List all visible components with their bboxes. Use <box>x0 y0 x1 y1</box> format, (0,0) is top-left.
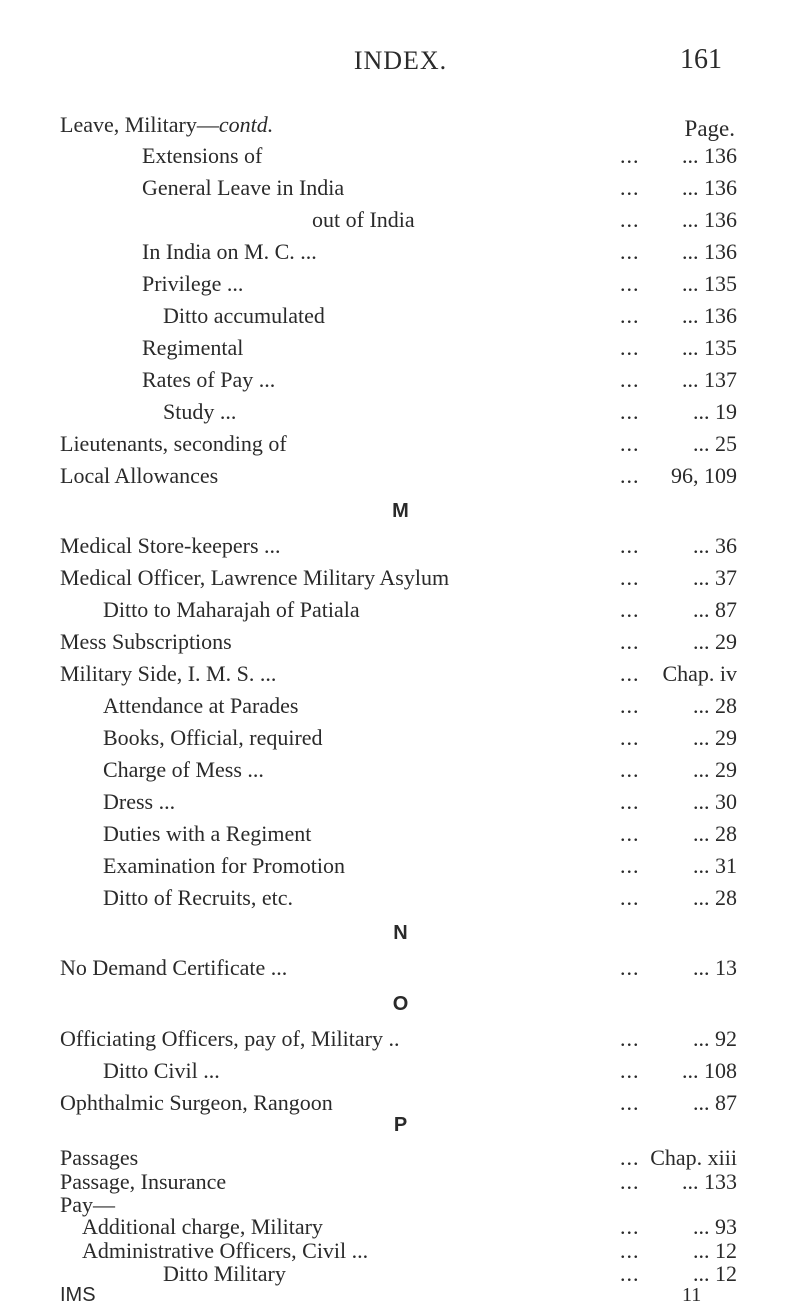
index-entry <box>0 1056 801 1086</box>
entry-label: Ditto of Recruits, etc. <box>103 885 294 910</box>
entry-label: Mess Subscriptions <box>60 629 232 654</box>
index-entry <box>0 953 801 983</box>
entry-label: Examination for Promotion <box>103 853 345 878</box>
section-heading-main: Leave, Military— <box>60 112 219 137</box>
index-entry <box>0 365 801 395</box>
entry-label: Passages <box>60 1145 139 1170</box>
entry-page: ... 19 <box>693 399 737 424</box>
entry-page: ... 12 <box>693 1261 737 1286</box>
index-entry <box>0 819 801 849</box>
leader-dots: ... <box>620 143 640 168</box>
leader-dots: ... <box>620 367 640 392</box>
entry-page: ... 136 <box>682 143 737 168</box>
leader-dots: ... <box>620 1026 640 1051</box>
entry-page: ... 137 <box>682 367 737 392</box>
index-entry <box>0 429 801 459</box>
index-entry <box>0 237 801 267</box>
index-entry <box>0 691 801 721</box>
entry-page: ... 12 <box>693 1238 737 1263</box>
leader-dots: ... <box>620 629 640 654</box>
entry-page: ... 36 <box>693 533 737 558</box>
index-entry <box>0 173 801 203</box>
entry-label: Military Side, I. M. S. ... <box>60 661 277 686</box>
entry-page: ... 30 <box>693 789 737 814</box>
entry-label: Privilege ... <box>142 271 244 296</box>
entry-label: Duties with a Regiment <box>103 821 312 846</box>
entry-page: ... 92 <box>693 1026 737 1051</box>
entry-label: Study ... <box>163 399 237 424</box>
index-entry <box>0 851 801 881</box>
entry-page: ... 29 <box>693 757 737 782</box>
index-entry <box>0 883 801 913</box>
leader-dots: ... <box>620 175 640 200</box>
entry-page: ... 31 <box>693 853 737 878</box>
entry-label: Local Allowances <box>60 463 219 488</box>
entry-page: ... 28 <box>693 821 737 846</box>
entry-page: Chap. iv <box>662 661 737 686</box>
leader-dots: ... <box>620 271 640 296</box>
index-entry <box>0 397 801 427</box>
entry-label: Rates of Pay ... <box>142 367 276 392</box>
leader-dots: ... <box>620 463 640 488</box>
entry-page: ... 108 <box>682 1058 737 1083</box>
entry-label: Passage, Insurance <box>60 1169 227 1194</box>
letter-heading-p: P <box>393 1114 408 1136</box>
section-heading-contd: contd. <box>218 112 274 137</box>
entry-page: ... 25 <box>693 431 737 456</box>
entry-page: ... 29 <box>693 725 737 750</box>
leader-dots: ... <box>620 853 640 878</box>
running-head-page-number: 161 <box>680 44 722 75</box>
entry-page: Chap. xiii <box>650 1145 737 1170</box>
entry-page: ... 28 <box>693 885 737 910</box>
entry-label: No Demand Certificate ... <box>60 955 288 980</box>
leader-dots: ... <box>620 335 640 360</box>
entry-label: Ditto to Maharajah of Patiala <box>103 597 360 622</box>
entry-page: ... 13 <box>693 955 737 980</box>
entry-label: Medical Officer, Lawrence Military Asylum <box>60 565 450 590</box>
entry-label: Charge of Mess ... <box>103 757 264 782</box>
entry-page: ... 29 <box>693 629 737 654</box>
index-entry <box>0 205 801 235</box>
entry-page: ... 28 <box>693 693 737 718</box>
letter-heading-o: O <box>392 993 409 1015</box>
entry-page: ... 87 <box>693 597 737 622</box>
index-entry <box>0 333 801 363</box>
entry-label: Administrative Officers, Civil ... <box>82 1238 369 1263</box>
leader-dots: ... <box>620 303 640 328</box>
hidden-spacer <box>0 1248 801 1278</box>
leader-dots: ... <box>620 565 640 590</box>
entry-page: ... 93 <box>693 1214 737 1239</box>
leader-dots: ... <box>620 693 640 718</box>
entry-label: General Leave in India <box>142 175 345 200</box>
entry-label: Ditto accumulated <box>163 303 325 328</box>
index-entry <box>0 461 801 491</box>
entry-label: Attendance at Parades <box>103 693 299 718</box>
leader-dots: ... <box>620 885 640 910</box>
leader-dots: ... <box>620 821 640 846</box>
entry-page: ... 37 <box>693 565 737 590</box>
entry-label: Ophthalmic Surgeon, Rangoon <box>60 1090 333 1115</box>
leader-dots: ... <box>620 597 640 622</box>
entry-page: ... 87 <box>693 1090 737 1115</box>
index-entry <box>0 1024 801 1054</box>
index-entry <box>0 301 801 331</box>
entry-label: Pay— <box>60 1192 115 1217</box>
index-entry <box>0 269 801 299</box>
index-entry <box>0 787 801 817</box>
index-entry <box>0 627 801 657</box>
leader-dots: ... <box>620 955 640 980</box>
leader-dots: ... <box>620 399 640 424</box>
entry-label: Ditto Military <box>163 1261 286 1286</box>
entry-page: ... 135 <box>682 335 737 360</box>
leader-dots: ... <box>620 725 640 750</box>
footer-left-mark: IMS <box>60 1284 96 1306</box>
leader-dots: ... <box>620 1169 640 1194</box>
entry-label: out of India <box>312 207 415 232</box>
index-entry <box>0 723 801 753</box>
leader-dots: ... <box>620 1261 640 1286</box>
leader-dots: ... <box>620 661 640 686</box>
entry-label: Additional charge, Military <box>82 1214 323 1239</box>
entry-label: Regimental <box>142 335 244 360</box>
page-column-heading: Page. <box>684 116 735 141</box>
letter-heading-m: M <box>392 500 409 522</box>
leader-dots: ... <box>620 1214 640 1239</box>
entry-label: In India on M. C. ... <box>142 239 317 264</box>
leader-dots: ... <box>620 1090 640 1115</box>
leader-dots: ... <box>620 207 640 232</box>
section-heading-leave-military <box>0 110 801 140</box>
entry-page: ... 133 <box>682 1169 737 1194</box>
index-entry <box>0 595 801 625</box>
entry-label: Ditto Civil ... <box>103 1058 220 1083</box>
entry-label: Officiating Officers, pay of, Military .. <box>60 1026 400 1051</box>
letter-heading-n: N <box>393 922 408 944</box>
entry-page: ... 136 <box>682 303 737 328</box>
entry-page: ... 136 <box>682 175 737 200</box>
entry-label: Books, Official, required <box>103 725 323 750</box>
index-entry <box>0 755 801 785</box>
entry-page: ... 136 <box>682 207 737 232</box>
entry-label: Medical Store-keepers ... <box>60 533 281 558</box>
index-entry <box>0 531 801 561</box>
entry-page: 96, 109 <box>671 463 737 488</box>
footer-signature-number: 11 <box>682 1284 702 1306</box>
leader-dots: ... <box>620 1145 640 1170</box>
index-entry <box>0 563 801 593</box>
leader-dots: ... <box>620 533 640 558</box>
index-entry <box>0 141 801 171</box>
entry-label: Lieutenants, seconding of <box>60 431 287 456</box>
running-head-title: INDEX. <box>353 46 448 75</box>
leader-dots: ... <box>620 1058 640 1083</box>
entry-page: ... 135 <box>682 271 737 296</box>
leader-dots: ... <box>620 239 640 264</box>
entry-label: Dress ... <box>103 789 176 814</box>
index-entry <box>0 659 801 689</box>
leader-dots: ... <box>620 1238 640 1263</box>
entry-label: Extensions of <box>142 143 263 168</box>
entry-page: ... 136 <box>682 239 737 264</box>
leader-dots: ... <box>620 789 640 814</box>
leader-dots: ... <box>620 757 640 782</box>
leader-dots: ... <box>620 431 640 456</box>
